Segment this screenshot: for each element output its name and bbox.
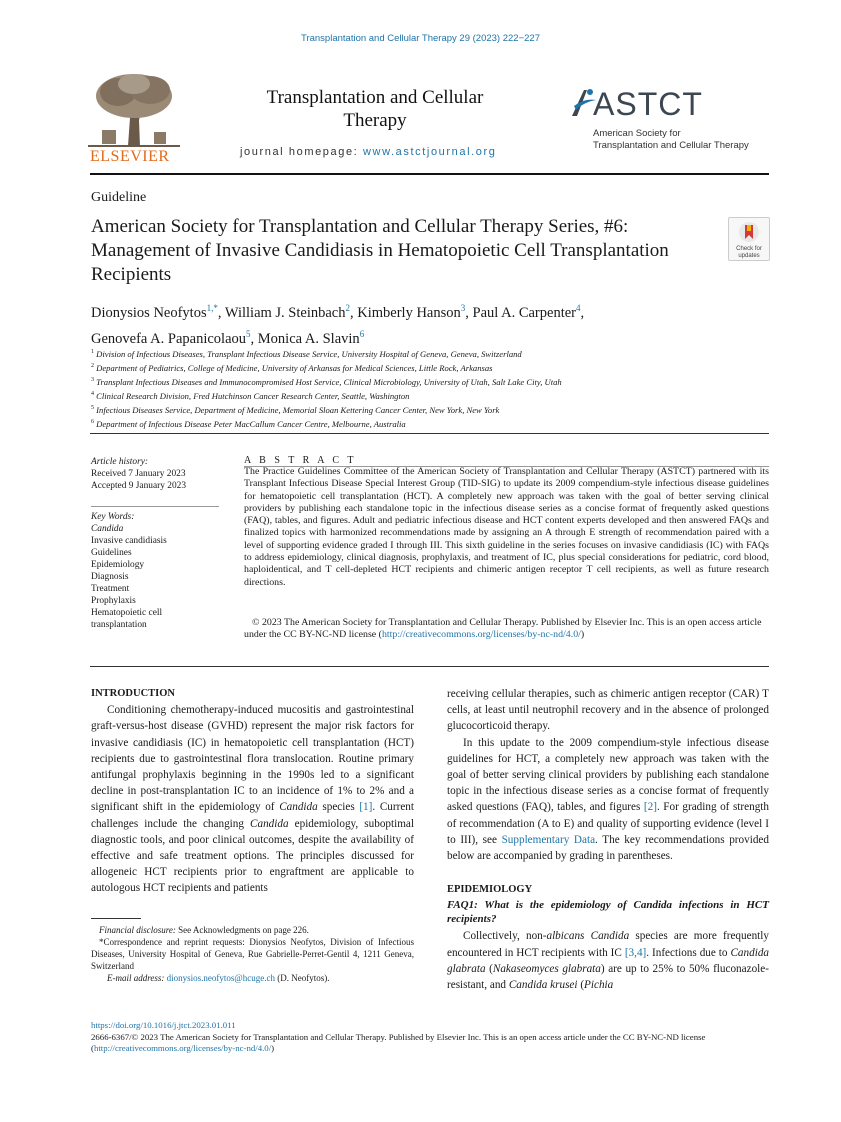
- astct-subtitle: [593, 128, 749, 151]
- email-line: [91, 972, 414, 984]
- bookmark-icon: [738, 221, 760, 243]
- abstract-copyright: [244, 617, 769, 642]
- affiliation-text: Clinical Research Division, Fred Hutchinson Cancer Research Center, Seattle, Washington: [96, 390, 410, 401]
- article-type: Guideline: [91, 190, 147, 205]
- epi-italic-5: Pichia: [584, 979, 614, 992]
- keyword-item: Treatment: [91, 584, 130, 594]
- epi-text-d: (: [485, 962, 493, 975]
- affiliation-item: [91, 374, 691, 388]
- line2-author-name[interactable]: Genovefa A. Papanicolaou: [91, 330, 247, 347]
- author-separator: ,: [350, 304, 358, 321]
- abstract-bottom-rule: [90, 666, 769, 667]
- line1-author-name[interactable]: Kimberly Hanson: [357, 304, 461, 321]
- accepted-date: Accepted 9 January 2023: [91, 481, 187, 491]
- keyword-item: transplantation: [91, 620, 147, 630]
- author-separator: ,: [217, 304, 225, 321]
- introduction-heading: INTRODUCTION: [91, 688, 176, 699]
- keyword-item: Hematopoietic cell: [91, 608, 163, 618]
- intro-text-c: . Current challenges include the changing: [91, 801, 414, 830]
- right-p2-text-a: In this update to the 2009 compendium-style infectious disease guidelines for HCT, a completely new approach was taken with the goal of better serving clinical providers by publishing each standalone topic in the infectious disease series as a concise format of frequently asked questions (FAQ), tables, and figures: [447, 736, 769, 814]
- email-label: E-mail address:: [107, 973, 165, 983]
- copyright-license-link[interactable]: http://creativecommons.org/licenses/by-nc-nd/4.0/: [381, 629, 581, 641]
- license-text: 2666-6367/© 2023 The American Society for Transplantation and Cellular Therapy. Published by Elsevier Inc. This is an open access article under the CC BY-NC-ND license (: [91, 1031, 706, 1053]
- affiliation-number: 2: [91, 362, 94, 369]
- affiliation-number: 5: [91, 404, 94, 411]
- keywords-label: Key Words:: [91, 512, 135, 522]
- author-separator: ,: [250, 330, 258, 347]
- affiliations-rule: [90, 433, 769, 434]
- elsevier-wordmark: ELSEVIER: [90, 148, 170, 165]
- epi-text-a: Collectively, non-: [463, 930, 547, 943]
- email-link[interactable]: dionysios.neofytos@hcuge.ch: [166, 973, 275, 983]
- right-paragraph-1: receiving cellular therapies, such as chimeric antigen receptor (CAR) T cells, at least until neutrophil recovery and in the absence of prolonged glucocorticoid therapy.: [447, 688, 769, 733]
- affiliations: [91, 346, 691, 430]
- intro-italic-candida-2: Candida: [250, 817, 289, 830]
- line2-author-affiliation-ref[interactable]: 6: [359, 328, 365, 339]
- article-title: American Society for Transplantation and Cellular Therapy Series, #6: Management of Invasive Candidiasis in Hematopoietic Cell Transplantation Recipients: [91, 216, 669, 285]
- abstract-text: The Practice Guidelines Committee of the American Society of Transplantation and Cellular Therapy (ASTCT) partnered with its Transplant Infectious Disease Special Interest Group (TID-SIG) to update its 2009 compendium-style infectious disease guidelines for hematopoietic cell transplantation (HCT). A completely new approach was taken with the goal of better serving clinical providers by publishing each standalone topic in the infectious disease series as a concise format of frequently asked questions (FAQ), tables, and figures. Adult and pediatric infectious disease and HCT content experts developed and then answered FAQs and finalized topics with harmonized recommendations made by assigning an A through E strength of recommendation paired with a level of supporting evidence graded I through III. This sixth guideline in the series focuses on invasive candidiasis (IC) with FAQs to address epidemiology, clinical diagnosis, prophylaxis, and treatment of IC, plus special considerations for pediatric, cord blood, haploidentical, and T cell-depleted HCT recipients and chimeric antigen receptor T cell recipients, as well as future research directions.: [244, 466, 769, 588]
- affiliation-item: [91, 402, 691, 416]
- line1-author-affiliation-ref[interactable]: 3: [460, 303, 466, 313]
- financial-text: See Acknowledgments on page 226.: [175, 925, 309, 935]
- intro-text-b: species: [317, 801, 360, 814]
- epi-italic-1: albicans Candida: [546, 930, 630, 943]
- abstract-heading: A B S T R A C T: [244, 455, 357, 466]
- elsevier-tree-icon: [88, 70, 180, 148]
- check-badge-label: Check for updates: [736, 246, 762, 259]
- affiliation-text: Division of Infectious Diseases, Transplant Infectious Disease Service, University Hospital of Geneva, Geneva, Switzerland: [96, 348, 522, 359]
- keyword-item: Candida: [91, 524, 124, 534]
- faq1-question: FAQ1: What is the epidemiology of Candida infections in HCT recipients?: [447, 899, 769, 926]
- homepage-link[interactable]: www.astctjournal.org: [362, 146, 497, 158]
- right-paragraph-2: [447, 735, 769, 865]
- line1-author-name[interactable]: William J. Steinbach: [224, 304, 346, 321]
- affiliation-text: Infectious Diseases Service, Department of Medicine, Memorial Sloan Kettering Cancer Center, New York, New York: [96, 404, 500, 415]
- copyright-close: ): [580, 629, 585, 641]
- keywords-divider: [91, 506, 219, 507]
- received-date: Received 7 January 2023: [91, 469, 186, 479]
- affiliation-number: 4: [91, 390, 94, 397]
- authors-line-1: [91, 298, 731, 324]
- journal-homepage: [240, 146, 496, 158]
- astct-subtitle-line1: American Society for: [593, 128, 681, 139]
- epi-ref[interactable]: [3,4]: [624, 946, 647, 959]
- body-left-column: [91, 686, 414, 897]
- right-p2-text-b: . For grading of strength of recommendation (A to E) and quality of supporting evidence (level I to III), see: [447, 801, 769, 846]
- epi-text-e: ) are up to 25% to 50% fluconazole-resistant, and: [447, 962, 769, 992]
- footnotes: [91, 924, 414, 984]
- header-rule: [90, 173, 769, 175]
- journal-citation[interactable]: Transplantation and Cellular Therapy 29 (2023) 222−227: [301, 33, 540, 44]
- license-close: ): [271, 1043, 275, 1053]
- homepage-label: journal homepage:: [240, 146, 363, 158]
- elsevier-logo: [88, 70, 180, 148]
- journal-title: Transplantation and Cellular Therapy: [266, 87, 484, 131]
- license-line: [91, 1032, 771, 1055]
- right-p2-text-c: . The key recommendations provided below are accompanied by grading in parentheses.: [447, 833, 769, 863]
- author-list: [91, 298, 731, 350]
- author-separator: ,: [465, 304, 473, 321]
- intro-text-d: epidemiology, suboptimal diagnostic tools, and poor clinical outcomes, despite the availability of effective and safe treatment options. The principles discussed for allogeneic HCT recipients prior to engraftment are applicable to autologous HCT recipients and patients: [91, 817, 414, 895]
- epi-text-f: (: [577, 979, 585, 992]
- correspondence: *Correspondence and reprint requests: Dionysios Neofytos, Division of Infectious Diseases, University Hospital of Geneva, Rue Gabrielle-Perret-Gentil 4, 1211 Geneva, Switzerland: [91, 937, 414, 971]
- epi-italic-2: Candida glabrata: [447, 946, 770, 975]
- line2-author-affiliation-ref[interactable]: 5: [246, 328, 251, 339]
- email-suffix: (D. Neofytos).: [274, 973, 330, 983]
- intro-text-a: Conditioning chemotherapy-induced mucositis and gastrointestinal graft-versus-host disease (GVHD) represent the major risk factors for invasive candidiasis (IC) in hematopoietic cell transplantation (HCT) recipients due to gastrointestinal flora translocation. Routine primary antifungal prophylaxis beginning in the 1990s led to a significant decline in post-transplantation IC to an incidence of 1% to 2% and a significant shift in the epidemiology of: [91, 704, 414, 814]
- epidemiology-heading: EPIDEMIOLOGY: [447, 884, 533, 896]
- line1-author-affiliation-ref[interactable]: 4: [576, 303, 581, 313]
- supplementary-data-link[interactable]: Supplementary Data: [501, 833, 596, 846]
- line1-author-name[interactable]: Paul A. Carpenter: [472, 304, 576, 321]
- affiliation-number: 1: [91, 349, 94, 355]
- check-for-updates-badge[interactable]: [728, 217, 770, 261]
- affiliation-number: 3: [91, 376, 94, 383]
- affiliation-item: [91, 388, 691, 402]
- affiliation-text: Department of Infectious Disease Peter MacCallum Cancer Centre, Melbourne, Australia: [96, 418, 406, 429]
- affiliation-text: Department of Pediatrics, College of Medicine, University of Arkansas for Medical Sciences, Little Rock, Arkansas: [96, 362, 493, 373]
- affiliation-number: 6: [91, 418, 94, 425]
- financial-label: Financial disclosure:: [99, 925, 176, 935]
- line1-author-name[interactable]: Dionysios Neofytos: [91, 304, 207, 321]
- doi-link[interactable]: https://doi.org/10.1016/j.jtct.2023.01.011: [91, 1020, 236, 1030]
- copyright-text: © 2023 The American Society for Transplantation and Cellular Therapy. Published by Elsevier Inc. This is an open access article under the CC BY-NC-ND license (: [244, 617, 762, 641]
- right-p2-ref[interactable]: [2]: [643, 801, 657, 814]
- introduction-paragraph: [91, 702, 414, 896]
- history-label: Article history:: [91, 457, 149, 467]
- financial-disclosure: [91, 924, 414, 936]
- epi-text-b: species are more frequently encountered in HCT recipients with IC: [447, 930, 769, 959]
- body-right-column: [447, 686, 769, 993]
- epidemiology-paragraph: [447, 928, 769, 993]
- license-link[interactable]: http://creativecommons.org/licenses/by-nc-nd/4.0/: [93, 1043, 272, 1053]
- affiliation-text: Transplant Infectious Diseases and Immunocompromised Host Service, Clinical Microbiology, University of Utah, Salt Lake City, Utah: [96, 376, 562, 387]
- keyword-item: Epidemiology: [91, 560, 145, 570]
- intro-ref-1[interactable]: [1]: [359, 801, 373, 814]
- footnote-rule: [91, 918, 141, 919]
- epi-italic-4: Candida krusei: [508, 979, 578, 992]
- author-separator: ,: [580, 304, 585, 321]
- page-footer: [91, 1020, 771, 1055]
- affiliation-item: [91, 360, 691, 374]
- line1-author-affiliation-ref[interactable]: 1,*: [206, 303, 218, 313]
- keyword-item: Diagnosis: [91, 572, 129, 582]
- affiliation-item: [91, 346, 691, 360]
- epi-italic-3: Nakaseomyces glabrata: [492, 962, 601, 975]
- astct-wordmark: ASTCT: [593, 86, 703, 122]
- affiliation-item: [91, 416, 691, 430]
- keyword-item: Prophylaxis: [91, 596, 136, 606]
- keyword-item: Guidelines: [91, 548, 132, 558]
- article-info: [91, 456, 231, 631]
- keywords-list: [91, 523, 231, 631]
- keyword-item: Invasive candidiasis: [91, 536, 167, 546]
- line1-author-affiliation-ref[interactable]: 2: [345, 303, 350, 313]
- line2-author-name[interactable]: Monica A. Slavin: [257, 330, 360, 347]
- epi-text-c: . Infections due to: [646, 946, 731, 959]
- astct-subtitle-line2: Transplantation and Cellular Therapy: [593, 139, 749, 151]
- intro-italic-candida: Candida: [279, 801, 318, 814]
